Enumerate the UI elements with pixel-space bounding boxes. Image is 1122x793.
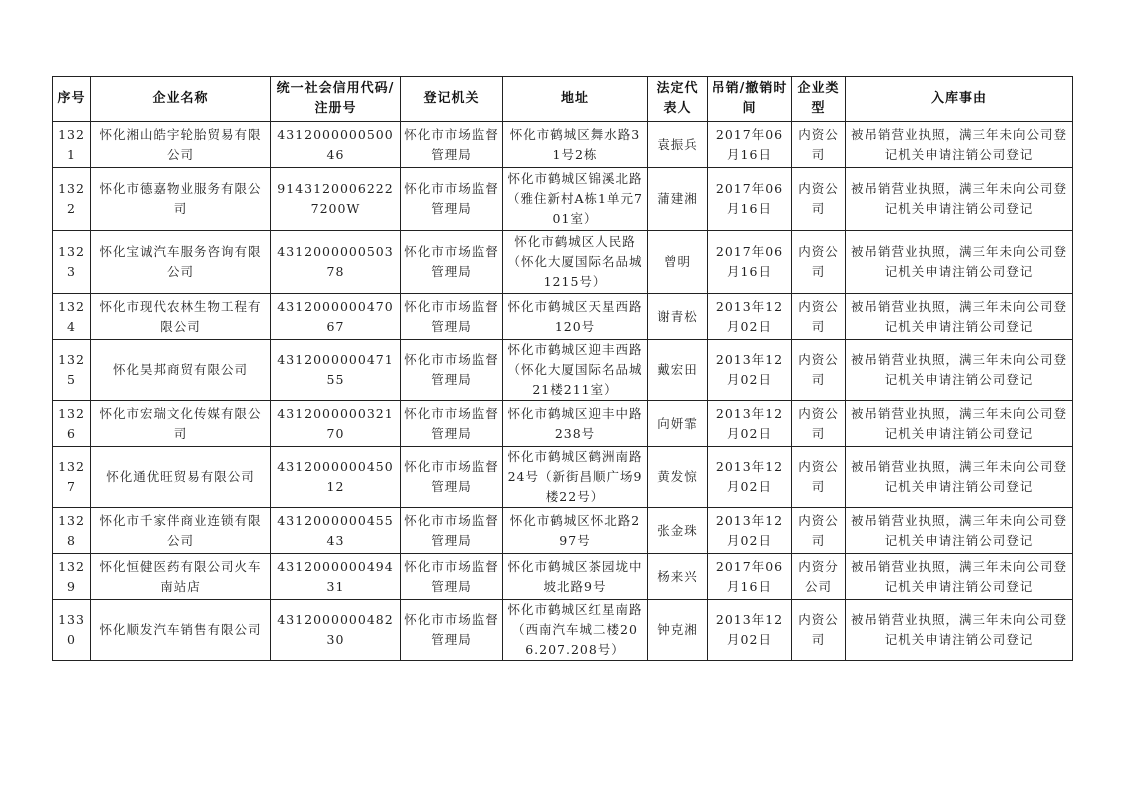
cell-type: 内资公司: [792, 122, 846, 168]
cell-name: 怀化恒健医药有限公司火车南站店: [91, 554, 271, 600]
table-row: [53, 447, 1073, 508]
cell-date: 2013年12月02日: [708, 600, 792, 661]
cell-code: 431200000048230: [271, 600, 401, 661]
table-row: [53, 168, 1073, 231]
cell-no: 1323: [53, 231, 91, 294]
cell-type: 内资公司: [792, 168, 846, 231]
cell-code: 431200000045543: [271, 508, 401, 554]
cell-no: 1327: [53, 447, 91, 508]
cell-authority: 怀化市市场监督管理局: [401, 554, 503, 600]
cell-no: 1329: [53, 554, 91, 600]
cell-rep: 戴宏田: [648, 340, 708, 401]
header-authority: 登记机关: [401, 77, 503, 122]
cell-rep: 黄发惊: [648, 447, 708, 508]
cell-code: 431200000049431: [271, 554, 401, 600]
cell-code: 431200000045012: [271, 447, 401, 508]
cell-no: 1322: [53, 168, 91, 231]
cell-address: 怀化市鹤城区怀北路297号: [503, 508, 648, 554]
header-rep: 法定代表人: [648, 77, 708, 122]
cell-rep: 曾明: [648, 231, 708, 294]
cell-date: 2013年12月02日: [708, 340, 792, 401]
cell-reason: 被吊销营业执照，满三年未向公司登记机关申请注销公司登记: [846, 340, 1073, 401]
cell-type: 内资公司: [792, 508, 846, 554]
cell-code: 431200000032170: [271, 401, 401, 447]
cell-code: 91431200062227200W: [271, 168, 401, 231]
table-row: [53, 294, 1073, 340]
cell-date: 2013年12月02日: [708, 447, 792, 508]
header-reason: 入库事由: [846, 77, 1073, 122]
cell-reason: 被吊销营业执照，满三年未向公司登记机关申请注销公司登记: [846, 122, 1073, 168]
cell-no: 1328: [53, 508, 91, 554]
cell-no: 1325: [53, 340, 91, 401]
registry-table: [52, 76, 1073, 661]
table-row: [53, 401, 1073, 447]
header-date: 吊销/撤销时间: [708, 77, 792, 122]
cell-code: 431200000047067: [271, 294, 401, 340]
header-type: 企业类型: [792, 77, 846, 122]
cell-no: 1321: [53, 122, 91, 168]
cell-rep: 蒲建湘: [648, 168, 708, 231]
cell-type: 内资公司: [792, 231, 846, 294]
cell-authority: 怀化市市场监督管理局: [401, 231, 503, 294]
header-address: 地址: [503, 77, 648, 122]
cell-name: 怀化市现代农林生物工程有限公司: [91, 294, 271, 340]
table-row: [53, 554, 1073, 600]
table-row: [53, 122, 1073, 168]
cell-name: 怀化顺发汽车销售有限公司: [91, 600, 271, 661]
cell-code: 431200000050046: [271, 122, 401, 168]
cell-name: 怀化湘山皓宇轮胎贸易有限公司: [91, 122, 271, 168]
cell-rep: 袁振兵: [648, 122, 708, 168]
cell-date: 2017年06月16日: [708, 122, 792, 168]
cell-no: 1326: [53, 401, 91, 447]
cell-address: 怀化市鹤城区红星南路（西南汽车城二楼206.207.208号）: [503, 600, 648, 661]
cell-name: 怀化市德嘉物业服务有限公司: [91, 168, 271, 231]
cell-rep: 钟克湘: [648, 600, 708, 661]
cell-reason: 被吊销营业执照，满三年未向公司登记机关申请注销公司登记: [846, 168, 1073, 231]
header-row: [53, 77, 1073, 122]
table-row: [53, 340, 1073, 401]
cell-rep: 谢青松: [648, 294, 708, 340]
cell-authority: 怀化市市场监督管理局: [401, 168, 503, 231]
cell-reason: 被吊销营业执照，满三年未向公司登记机关申请注销公司登记: [846, 231, 1073, 294]
cell-name: 怀化市宏瑞文化传媒有限公司: [91, 401, 271, 447]
cell-authority: 怀化市市场监督管理局: [401, 122, 503, 168]
cell-authority: 怀化市市场监督管理局: [401, 447, 503, 508]
cell-reason: 被吊销营业执照，满三年未向公司登记机关申请注销公司登记: [846, 508, 1073, 554]
cell-address: 怀化市鹤城区天星西路120号: [503, 294, 648, 340]
table-row: [53, 508, 1073, 554]
cell-address: 怀化市鹤城区迎丰西路（怀化大厦国际名品城21楼211室）: [503, 340, 648, 401]
cell-name: 怀化通优旺贸易有限公司: [91, 447, 271, 508]
header-name: 企业名称: [91, 77, 271, 122]
cell-address: 怀化市鹤城区鹤洲南路24号（新街昌顺广场9楼22号）: [503, 447, 648, 508]
cell-type: 内资公司: [792, 340, 846, 401]
cell-reason: 被吊销营业执照，满三年未向公司登记机关申请注销公司登记: [846, 554, 1073, 600]
cell-date: 2017年06月16日: [708, 231, 792, 294]
cell-authority: 怀化市市场监督管理局: [401, 294, 503, 340]
cell-rep: 张金珠: [648, 508, 708, 554]
cell-rep: 杨来兴: [648, 554, 708, 600]
cell-date: 2017年06月16日: [708, 168, 792, 231]
cell-code: 431200000050378: [271, 231, 401, 294]
cell-date: 2017年06月16日: [708, 554, 792, 600]
cell-no: 1324: [53, 294, 91, 340]
cell-address: 怀化市鹤城区人民路（怀化大厦国际名品城1215号）: [503, 231, 648, 294]
cell-date: 2013年12月02日: [708, 401, 792, 447]
table-row: [53, 231, 1073, 294]
cell-reason: 被吊销营业执照，满三年未向公司登记机关申请注销公司登记: [846, 294, 1073, 340]
cell-type: 内资分公司: [792, 554, 846, 600]
cell-type: 内资公司: [792, 294, 846, 340]
cell-authority: 怀化市市场监督管理局: [401, 508, 503, 554]
cell-authority: 怀化市市场监督管理局: [401, 340, 503, 401]
cell-date: 2013年12月02日: [708, 508, 792, 554]
cell-reason: 被吊销营业执照，满三年未向公司登记机关申请注销公司登记: [846, 401, 1073, 447]
cell-reason: 被吊销营业执照，满三年未向公司登记机关申请注销公司登记: [846, 600, 1073, 661]
cell-date: 2013年12月02日: [708, 294, 792, 340]
cell-code: 431200000047155: [271, 340, 401, 401]
cell-address: 怀化市鹤城区迎丰中路238号: [503, 401, 648, 447]
cell-name: 怀化宝诚汽车服务咨询有限公司: [91, 231, 271, 294]
cell-rep: 向妍霏: [648, 401, 708, 447]
cell-no: 1330: [53, 600, 91, 661]
cell-address: 怀化市鹤城区锦溪北路（雅住新村A栋1单元701室）: [503, 168, 648, 231]
cell-reason: 被吊销营业执照，满三年未向公司登记机关申请注销公司登记: [846, 447, 1073, 508]
header-code: 统一社会信用代码/注册号: [271, 77, 401, 122]
cell-address: 怀化市鹤城区舞水路31号2栋: [503, 122, 648, 168]
cell-authority: 怀化市市场监督管理局: [401, 401, 503, 447]
table-row: [53, 600, 1073, 661]
cell-name: 怀化昊邦商贸有限公司: [91, 340, 271, 401]
header-no: 序号: [53, 77, 91, 122]
cell-type: 内资公司: [792, 401, 846, 447]
cell-name: 怀化市千家伴商业连锁有限公司: [91, 508, 271, 554]
cell-address: 怀化市鹤城区茶园垅中坡北路9号: [503, 554, 648, 600]
cell-authority: 怀化市市场监督管理局: [401, 600, 503, 661]
cell-type: 内资公司: [792, 447, 846, 508]
cell-type: 内资公司: [792, 600, 846, 661]
